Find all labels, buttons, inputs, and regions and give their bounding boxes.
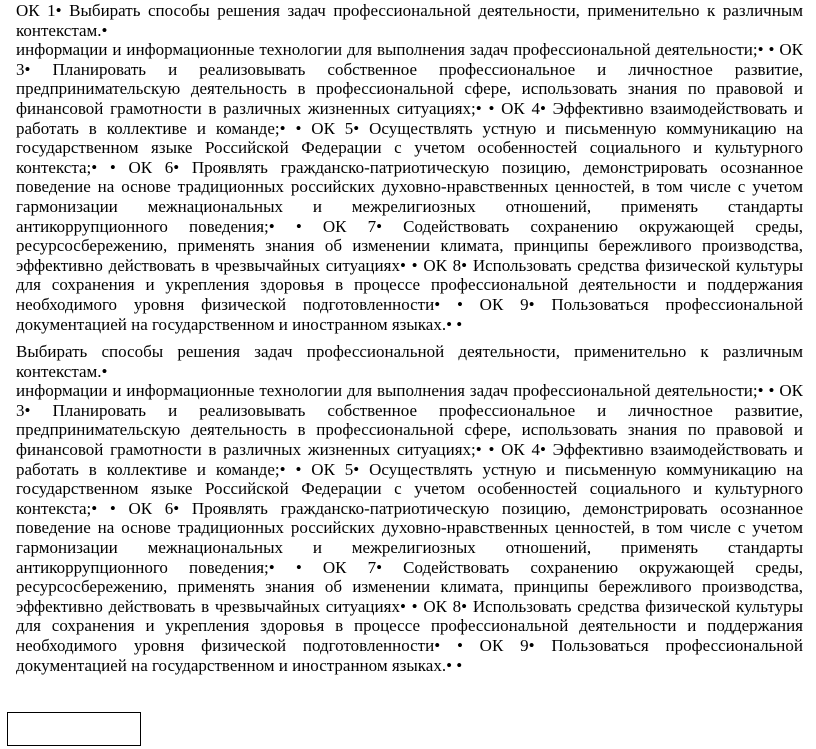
block-1-body: информации и информационные технологии для выполнения задач профессиональной деятельности;• • ОК 3• Планировать и реализовывать собственное профессиональное и личностное развитие, предпринимательскую деятельность в профессиональной сфере, использовать знания по правовой и финансовой грамотности в различных жизненных ситуациях;• • ОК 4• Эффективно взаимодействовать и работать в коллективе и команде;• • ОК 5• Осуществлять устную и письменную коммуникацию на государственном языке Российской Федерации с учетом особенностей социального и культурного контекста;• • ОК 6• Проявлять гражданско-патриотическую позицию, демонстрировать осознанное поведение на основе традиционных российских духовно-нравственных ценностей, в том числе с учетом гармонизации межнациональных и межрелигиозных отношений, применять стандарты антикоррупционного поведения;• • ОК 7• Содействовать сохранению окружающей среды, ресурсосбережению, применять знания об изменении климата, принципы бережливого производства, эффективно действовать в чрезвычайных ситуациях• • ОК 8• Использовать средства физической культуры для сохранения и укрепления здоровья в процессе профессиональной деятельности и поддержания необходимого уровня физической подготовленности• • ОК 9• Пользоваться профессиональной документацией на государственном и иностранном языках.• •: [16, 40, 803, 334]
block-2-body: информации и информационные технологии для выполнения задач профессиональной деятельности;• • ОК 3• Планировать и реализовывать собственное профессиональное и личностное развитие, предпринимательскую деятельность в профессиональной сфере, использовать знания по правовой и финансовой грамотности в различных жизненных ситуациях;• • ОК 4• Эффективно взаимодействовать и работать в коллективе и команде;• • ОК 5• Осуществлять устную и письменную коммуникацию на государственном языке Российской Федерации с учетом особенностей социального и культурного контекста;• • ОК 6• Проявлять гражданско-патриотическую позицию, демонстрировать осознанное поведение на основе традиционных российских духовно-нравственных ценностей, в том числе с учетом гармонизации межнациональных и межрелигиозных отношений, применять стандарты антикоррупционного поведения;• • ОК 7• Содействовать сохранению окружающей среды, ресурсосбережению, применять знания об изменении климата, принципы бережливого производства, эффективно действовать в чрезвычайных ситуациях• • ОК 8• Использовать средства физической культуры для сохранения и укрепления здоровья в процессе профессиональной деятельности и поддержания необходимого уровня физической подготовленности• • ОК 9• Пользоваться профессиональной документацией на государственном и иностранном языках.• •: [16, 381, 803, 675]
document-page: [16, 0, 803, 675]
text-block-2: [16, 342, 803, 675]
block-1-heading: ОК 1• Выбирать способы решения задач профессиональной деятельности, применительно к различным контекстам.•: [16, 1, 803, 40]
block-2-heading: Выбирать способы решения задач профессиональной деятельности, применительно к различным контекстам.•: [16, 342, 803, 381]
text-block-1: [16, 0, 803, 334]
empty-input-box[interactable]: [7, 712, 141, 746]
